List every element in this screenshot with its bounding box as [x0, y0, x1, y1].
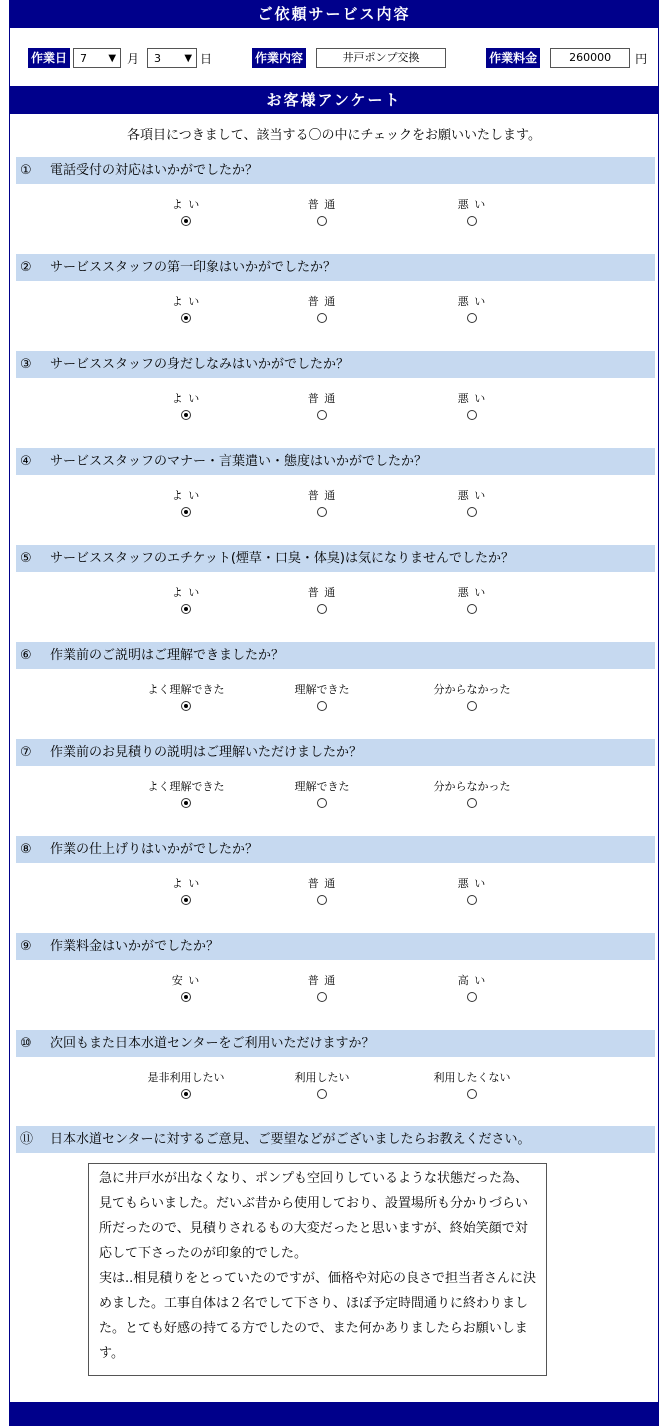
option-label: 普 通 [307, 974, 337, 987]
survey-instruction: 各項目につきまして、該当する〇の中にチェックをお願いいたします。 [126, 128, 542, 143]
day-unit: 日 [200, 51, 213, 66]
day-value: 3 [154, 51, 162, 65]
question-text: サービススタッフの第一印象はいかがでしたか？ [50, 260, 337, 275]
option-label: 理解できた [294, 683, 350, 696]
work-content-field[interactable]: 井戸ポンプ交換 [316, 48, 446, 68]
service-row [28, 46, 647, 70]
option-radio[interactable] [181, 604, 191, 614]
option-radio[interactable] [467, 798, 477, 808]
option-label: 利用したくない [433, 1071, 511, 1084]
option-radio[interactable] [317, 410, 327, 420]
question-number: ⑦ [20, 745, 32, 760]
question-header [16, 642, 655, 669]
question-number: ③ [20, 357, 32, 372]
question-number: ④ [20, 454, 32, 469]
option-label: 普 通 [307, 586, 337, 599]
question-number: ⑨ [20, 939, 32, 954]
question-header [16, 1030, 655, 1057]
option-label: 普 通 [307, 198, 337, 211]
option-radio[interactable] [317, 701, 327, 711]
question-header [16, 836, 655, 863]
option-radio[interactable] [317, 507, 327, 517]
option-label: 悪 い [457, 586, 487, 599]
chevron-down-icon: ▼ [184, 52, 193, 64]
option-radio[interactable] [181, 507, 191, 517]
question-number: ⑤ [20, 551, 32, 566]
question-header [16, 739, 655, 766]
option-radio[interactable] [467, 895, 477, 905]
question-number: ① [20, 163, 32, 178]
question-text: サービススタッフのマナー・言葉遣い・態度はいかがでしたか？ [50, 454, 428, 469]
question-header [16, 157, 655, 184]
work-fee-field[interactable]: 260000 [550, 48, 630, 68]
chevron-down-icon: ▼ [108, 52, 117, 64]
question-11-text: 日本水道センターに対するご意見、ご要望などがございましたらお教えください。 [50, 1132, 531, 1147]
question-text: 電話受付の対応はいかがでしたか？ [50, 163, 259, 178]
footer-bar [9, 1402, 659, 1426]
option-radio[interactable] [317, 313, 327, 323]
option-radio[interactable] [317, 798, 327, 808]
option-radio[interactable] [181, 313, 191, 323]
comment-textarea[interactable]: 急に井戸水が出なくなり、ポンプも空回りしているような状態だった為、見てもらいました。だいぶ昔から使用しており、設置場所も分かりづらい所だったので、見積りされるもの大変だったと思いますが、終始笑顔で対応して下さったのが印象的でした。 実は..相見積りをとっていたのですが、価格や対応の良さで担当者さんに決めました。工事自体は２名でして下さり、ほぼ予定時間通りに終わりました。とても好感の持てる方でしたので、また何かありましたらお願いします。 [88, 1163, 547, 1376]
question-text: サービススタッフの身だしなみはいかがでしたか？ [50, 357, 350, 372]
option-label: 悪 い [457, 392, 487, 405]
option-label: よく理解できた [147, 683, 225, 696]
option-radio[interactable] [467, 216, 477, 226]
option-radio[interactable] [317, 604, 327, 614]
option-radio[interactable] [317, 992, 327, 1002]
option-label: 安 い [171, 974, 201, 987]
option-label: 普 通 [307, 489, 337, 502]
option-label: 理解できた [294, 780, 350, 793]
question-11-number: ⑪ [20, 1132, 34, 1147]
option-label: よ い [171, 877, 201, 890]
option-label: よ い [171, 198, 201, 211]
option-radio[interactable] [181, 992, 191, 1002]
option-label: 分からなかった [433, 780, 511, 793]
question-text: 作業の仕上げりはいかがでしたか？ [50, 842, 259, 857]
option-label: 普 通 [307, 392, 337, 405]
option-label: 普 通 [307, 877, 337, 890]
option-radio[interactable] [467, 604, 477, 614]
option-radio[interactable] [467, 507, 477, 517]
question-header [16, 351, 655, 378]
option-radio[interactable] [181, 410, 191, 420]
option-radio[interactable] [181, 701, 191, 711]
question-text: 次回もまた日本水道センターをご利用いただけますか？ [50, 1036, 375, 1051]
option-label: 悪 い [457, 877, 487, 890]
question-text: 作業前のご説明はご理解できましたか？ [50, 648, 285, 663]
option-label: 是非利用したい [147, 1071, 225, 1084]
question-number: ⑧ [20, 842, 32, 857]
option-label: 悪 い [457, 198, 487, 211]
question-header [16, 933, 655, 960]
month-select[interactable] [73, 48, 121, 68]
option-radio[interactable] [467, 410, 477, 420]
option-radio[interactable] [181, 216, 191, 226]
option-label: よ い [171, 295, 201, 308]
option-label: よく理解できた [147, 780, 225, 793]
option-label: 高 い [457, 974, 487, 987]
question-number: ② [20, 260, 32, 275]
option-label: 悪 い [457, 489, 487, 502]
option-label: 利用したい [294, 1071, 350, 1084]
option-radio[interactable] [467, 701, 477, 711]
option-label: 普 通 [307, 295, 337, 308]
option-radio[interactable] [317, 216, 327, 226]
question-11-header [16, 1126, 655, 1153]
question-text: 作業前のお見積りの説明はご理解いただけましたか？ [50, 745, 363, 760]
option-radio[interactable] [467, 313, 477, 323]
question-header [16, 254, 655, 281]
day-select[interactable] [147, 48, 197, 68]
fee-unit: 円 [635, 51, 648, 66]
work-fee-label: 作業料金 [486, 48, 540, 68]
option-radio[interactable] [317, 1089, 327, 1099]
question-header [16, 545, 655, 572]
option-radio[interactable] [467, 992, 477, 1002]
option-label: よ い [171, 489, 201, 502]
question-text: 作業料金はいかがでしたか？ [50, 939, 220, 954]
option-radio[interactable] [181, 1089, 191, 1099]
question-header [16, 448, 655, 475]
option-label: よ い [171, 586, 201, 599]
option-radio[interactable] [317, 895, 327, 905]
service-header: ご依頼サービス内容 [9, 0, 659, 28]
survey-header: お客様アンケート [9, 86, 659, 114]
work-content-label: 作業内容 [252, 48, 306, 68]
option-radio[interactable] [467, 1089, 477, 1099]
question-text: サービススタッフのエチケット(煙草・口臭・体臭)は気になりませんでしたか？ [50, 551, 514, 566]
work-date-label: 作業日 [28, 48, 70, 68]
option-radio[interactable] [181, 895, 191, 905]
month-value: 7 [80, 51, 88, 65]
option-label: 悪 い [457, 295, 487, 308]
question-number: ⑩ [20, 1036, 32, 1051]
question-number: ⑥ [20, 648, 32, 663]
option-label: 分からなかった [433, 683, 511, 696]
month-unit: 月 [127, 51, 140, 66]
option-label: よ い [171, 392, 201, 405]
option-radio[interactable] [181, 798, 191, 808]
